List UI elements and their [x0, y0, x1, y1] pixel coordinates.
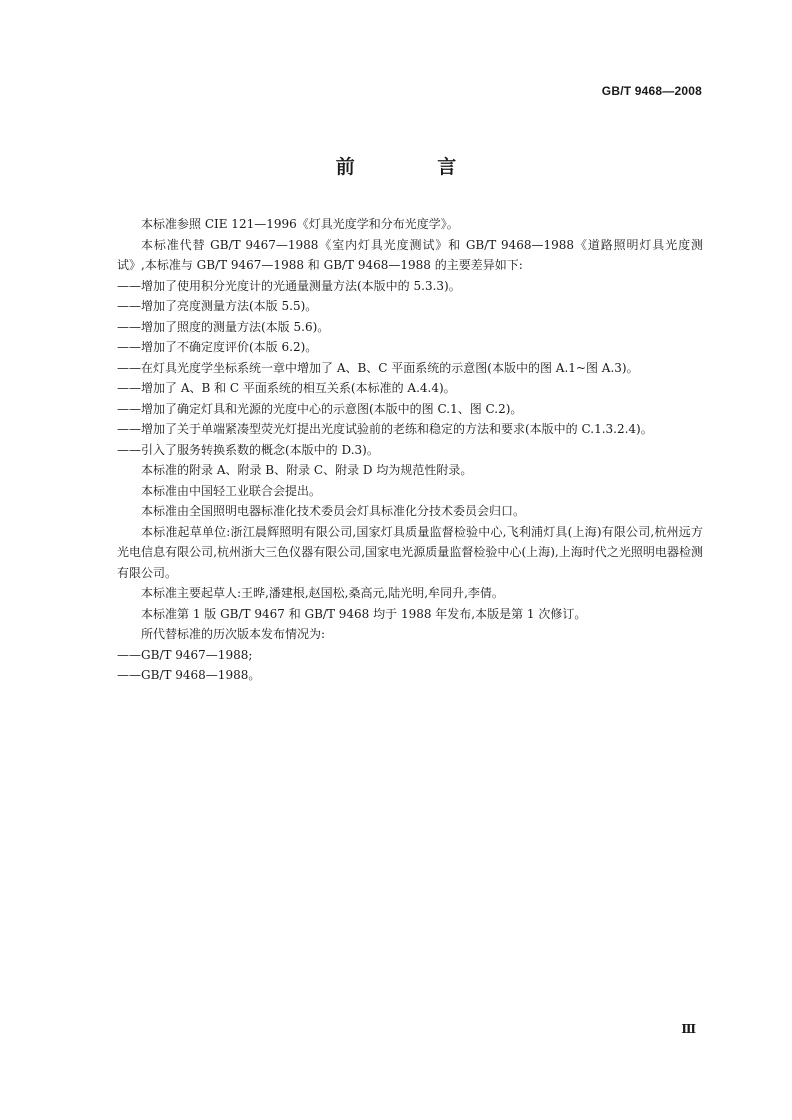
paragraph-edition: 本标准第 1 版 GB/T 9467 和 GB/T 9468 均于 1988 年发布,本版是第 1 次修订。: [141, 606, 587, 621]
paragraph-annexes: 本标准的附录 A、附录 B、附录 C、附录 D 均为规范性附录。: [141, 463, 473, 477]
list-item: ——增加了 A、B 和 C 平面系统的相互关系(本标准的 A.4.4)。: [117, 381, 456, 395]
paragraph-history: 所代替标准的历次版本发布情况为:: [141, 627, 326, 641]
paragraph-drafting-units: 本标准起草单位:浙江晨辉照明有限公司,国家灯具质量监督检验中心,飞利浦灯具(上海)有限公司,杭州远方光电信息有限公司,杭州浙大三色仪器有限公司,国家电光源质量监督检验中心(上海),上海时代之光照明电器检测有限公司。: [117, 524, 703, 580]
page-title: 前 言: [335, 156, 495, 178]
page-number: Ⅲ: [681, 1022, 696, 1036]
paragraph-replaces: 本标准代替 GB/T 9467—1988《室内灯具光度测试》和 GB/T 9468—1988《道路照明灯具光度测试》,本标准与 GB/T 9467—1988 和 GB/T 9468—1988 的主要差异如下:: [117, 237, 703, 272]
list-item: ——GB/T 9467—1988;: [117, 647, 253, 662]
list-item: ——增加了亮度测量方法(本版 5.5)。: [117, 299, 318, 313]
list-item: ——增加了照度的测量方法(本版 5.6)。: [117, 319, 330, 334]
document-code: GB/T 9468—2008: [601, 84, 702, 98]
list-item: ——引入了服务转换系数的概念(本版中的 D.3)。: [117, 442, 379, 457]
paragraph-reference: 本标准参照 CIE 121—1996《灯具光度学和分布光度学》。: [141, 217, 459, 231]
paragraph-centralized-by: 本标准由全国照明电器标准化技术委员会灯具标准化分技术委员会归口。: [141, 504, 526, 518]
paragraph-proposed-by: 本标准由中国轻工业联合会提出。: [141, 483, 322, 498]
list-item: ——增加了确定灯具和光源的光度中心的示意图(本版中的图 C.1、图 C.2)。: [117, 401, 523, 416]
list-item: ——增加了使用积分光度计的光通量测量方法(本版中的 5.3.3)。: [117, 278, 461, 293]
foreword-body: [117, 214, 703, 686]
list-item: ——在灯具光度学坐标系统一章中增加了 A、B、C 平面系统的示意图(本版中的图 A.1~图 A.3)。: [117, 360, 639, 375]
list-item: ——增加了关于单端紧凑型荧光灯提出光度试验前的老练和稳定的方法和要求(本版中的 C.1.3.2.4)。: [117, 422, 653, 436]
paragraph-drafters: 本标准主要起草人:王晔,潘建根,赵国松,桑高元,陆光明,牟同升,李倩。: [141, 586, 504, 600]
list-item: ——增加了不确定度评价(本版 6.2)。: [117, 340, 318, 354]
list-item: ——GB/T 9468—1988。: [117, 668, 261, 682]
